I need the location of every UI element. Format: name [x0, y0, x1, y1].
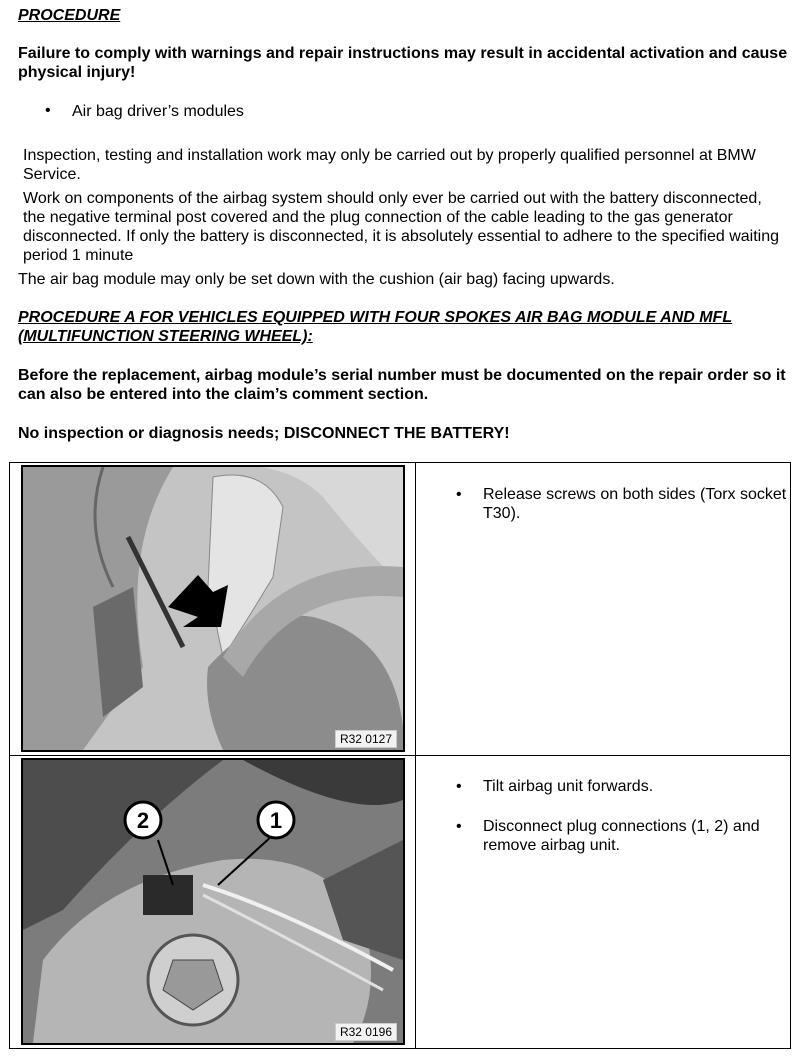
bullet-text: Air bag driver’s modules: [72, 103, 244, 120]
bullet-item: [45, 102, 244, 121]
paragraph-qualified-personnel: Inspection, testing and installation work may only be carried out by properly qualified personnel at BMW Service.: [23, 147, 756, 183]
paragraph-set-down: The air bag module may only be set down with the cushion (air bag) facing upwards.: [18, 271, 615, 288]
instruction-item: • Disconnect plug connections (1, 2) and remove airbag unit.: [416, 817, 790, 855]
instruction-list: [416, 485, 790, 523]
instruction-cell: [416, 463, 791, 756]
no-inspection-text: No inspection or diagnosis needs; DISCONNECT THE BATTERY!: [18, 425, 510, 442]
instruction-item: • Release screws on both sides (Torx socket T30).: [416, 485, 790, 523]
bullet-icon: •: [45, 102, 51, 119]
photo-screw-release: [21, 465, 405, 752]
photo-code-label: R32 0127: [335, 730, 397, 748]
steering-wheel-illustration: [23, 467, 403, 750]
paragraph-battery-disconnect: Work on components of the airbag system should only ever be carried out with the battery disconnected, the negative terminal post covered and the plug connection of the cable leading to the gas generator disconnected. If only the battery is disconnected, it is absolutely essential to adhere to the specified waiting period 1 minute: [23, 190, 779, 264]
callout-2-label: 2: [136, 808, 150, 833]
photo-code-label: R32 0196: [335, 1023, 397, 1041]
warning-text: Failure to comply with warnings and repair instructions may result in accidental activation and cause physical injury!: [18, 45, 788, 81]
table-row: [10, 463, 791, 756]
photo-cell: [10, 463, 416, 756]
procedure-table: [9, 462, 791, 1049]
airbag-connector-illustration: [23, 760, 403, 1043]
photo-plug-connections: [21, 758, 405, 1045]
instruction-item: • Tilt airbag unit forwards.: [416, 777, 790, 796]
table-row: [10, 756, 791, 1049]
callout-1-label: 1: [269, 808, 283, 833]
instruction-cell: [416, 756, 791, 1049]
procedure-heading: PROCEDURE: [18, 7, 121, 24]
instruction-list: [416, 777, 790, 855]
procedure-a-heading: PROCEDURE A FOR VEHICLES EQUIPPED WITH FOUR SPOKES AIR BAG MODULE AND MFL (MULTIFUNCTION STEERING WHEEL):: [18, 309, 733, 345]
photo-cell: [10, 756, 416, 1049]
before-replacement-text: Before the replacement, airbag module’s serial number must be documented on the repair order so it can also be entered into the claim’s comment section.: [18, 367, 786, 403]
